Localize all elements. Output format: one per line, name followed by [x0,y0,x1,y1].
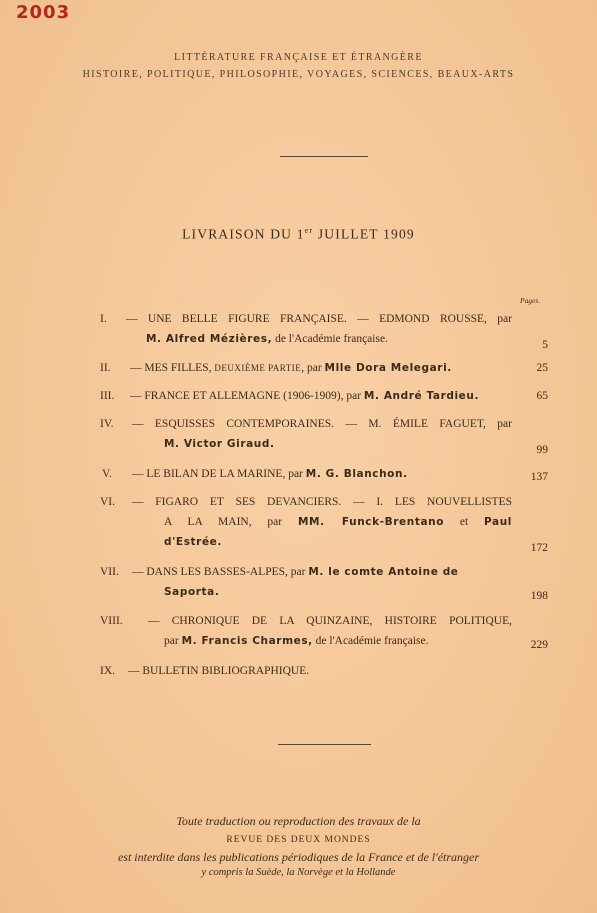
entry-page: 65 [536,390,548,402]
entry-number: II. [100,362,111,374]
entry-page: 99 [536,444,548,456]
footer-line-2: REVUE DES DEUX MONDES [226,835,371,845]
entry-author: Mlle Dora Melegari. [324,362,452,374]
entry-title: — BULLETIN BIBLIOGRAPHIQUE. [128,665,310,677]
entry-byline-cont: d'Estrée. [164,536,222,548]
entry-title: — UNE BELLE FIGURE FRANÇAISE. — EDMOND ROUSSE, par [126,313,512,325]
entry-page: 5 [542,339,548,351]
pages-column-label: Pages. [520,296,541,305]
entry-byline: M. Alfred Mézières, de l'Académie française. [146,333,388,345]
entry-number: V. [102,468,112,480]
entry-title: — MES FILLES, DEUXIÈME PARTIE, par Mlle Dora Melegari. [130,362,452,374]
entry-author: M. G. Blanchon. [305,468,408,480]
entry-title: — CHRONIQUE DE LA QUINZAINE, HISTOIRE POLITIQUE, [148,615,512,627]
entry-author: M. Victor Giraud. [164,438,275,450]
entry-number: VIII. [100,615,123,627]
entry-number: VII. [100,566,119,578]
pencil-annotation: 2003 [16,2,71,23]
entry-title: — DANS LES BASSES-ALPES, par M. le comte Antoine de [132,566,459,578]
footer-line-3: est interdite dans les publications périodiques de la France et de l'étranger [117,850,480,864]
entry-number: VI. [100,496,116,508]
header-line-2: HISTOIRE, POLITIQUE, PHILOSOPHIE, VOYAGES, SCIENCES, BEAUX-ARTS [82,69,515,80]
entry-title: — LE BILAN DE LA MARINE, par M. G. Blanchon. [132,468,408,480]
entry-author: M. le comte Antoine de [308,566,459,578]
entry-page: 229 [530,639,548,651]
entry-author: MM. Funck-Brentano [297,516,445,528]
entry-author: M. Alfred Mézières, [146,333,273,345]
entry-number: IV. [100,418,114,430]
footer-line-4: y compris la Suède, la Norvège et la Hollande [201,867,396,878]
entry-page: 137 [530,471,548,483]
entry-number: I. [100,313,107,325]
entry-title: — ESQUISSES CONTEMPORAINES. — M. ÉMILE FAGUET, par [132,418,512,430]
footer-line-1: Toute traduction ou reproduction des travaux de la [176,814,421,828]
header-line-1: LITTÉRATURE FRANÇAISE ET ÉTRANGÈRE [174,52,423,63]
entry-page: 172 [530,542,548,554]
divider-bottom [278,744,371,745]
entry-page: 198 [530,590,548,602]
entry-page: 25 [536,362,548,374]
divider-top [280,156,368,157]
entry-byline [164,434,530,454]
entry-number: III. [100,390,115,402]
entry-author: M. Francis Charmes, [181,635,313,647]
entry-title: — FRANCE ET ALLEMAGNE (1906-1909), par M. André Tardieu. [130,390,480,402]
entry-author: M. André Tardieu. [363,390,480,402]
entry-byline-cont: Saporta. [164,586,220,598]
entry-byline: A LA MAIN, par MM. Funck-Brentano et Paul [164,516,512,528]
issue-title: LIVRAISON DU 1er JUILLET 1909 [182,226,415,242]
entry-title: — FIGARO ET SES DEVANCIERS. — I. LES NOUVELLISTES [132,496,512,508]
entry-number: IX. [100,665,116,677]
entry-byline: par M. Francis Charmes, de l'Académie française. [164,635,429,647]
